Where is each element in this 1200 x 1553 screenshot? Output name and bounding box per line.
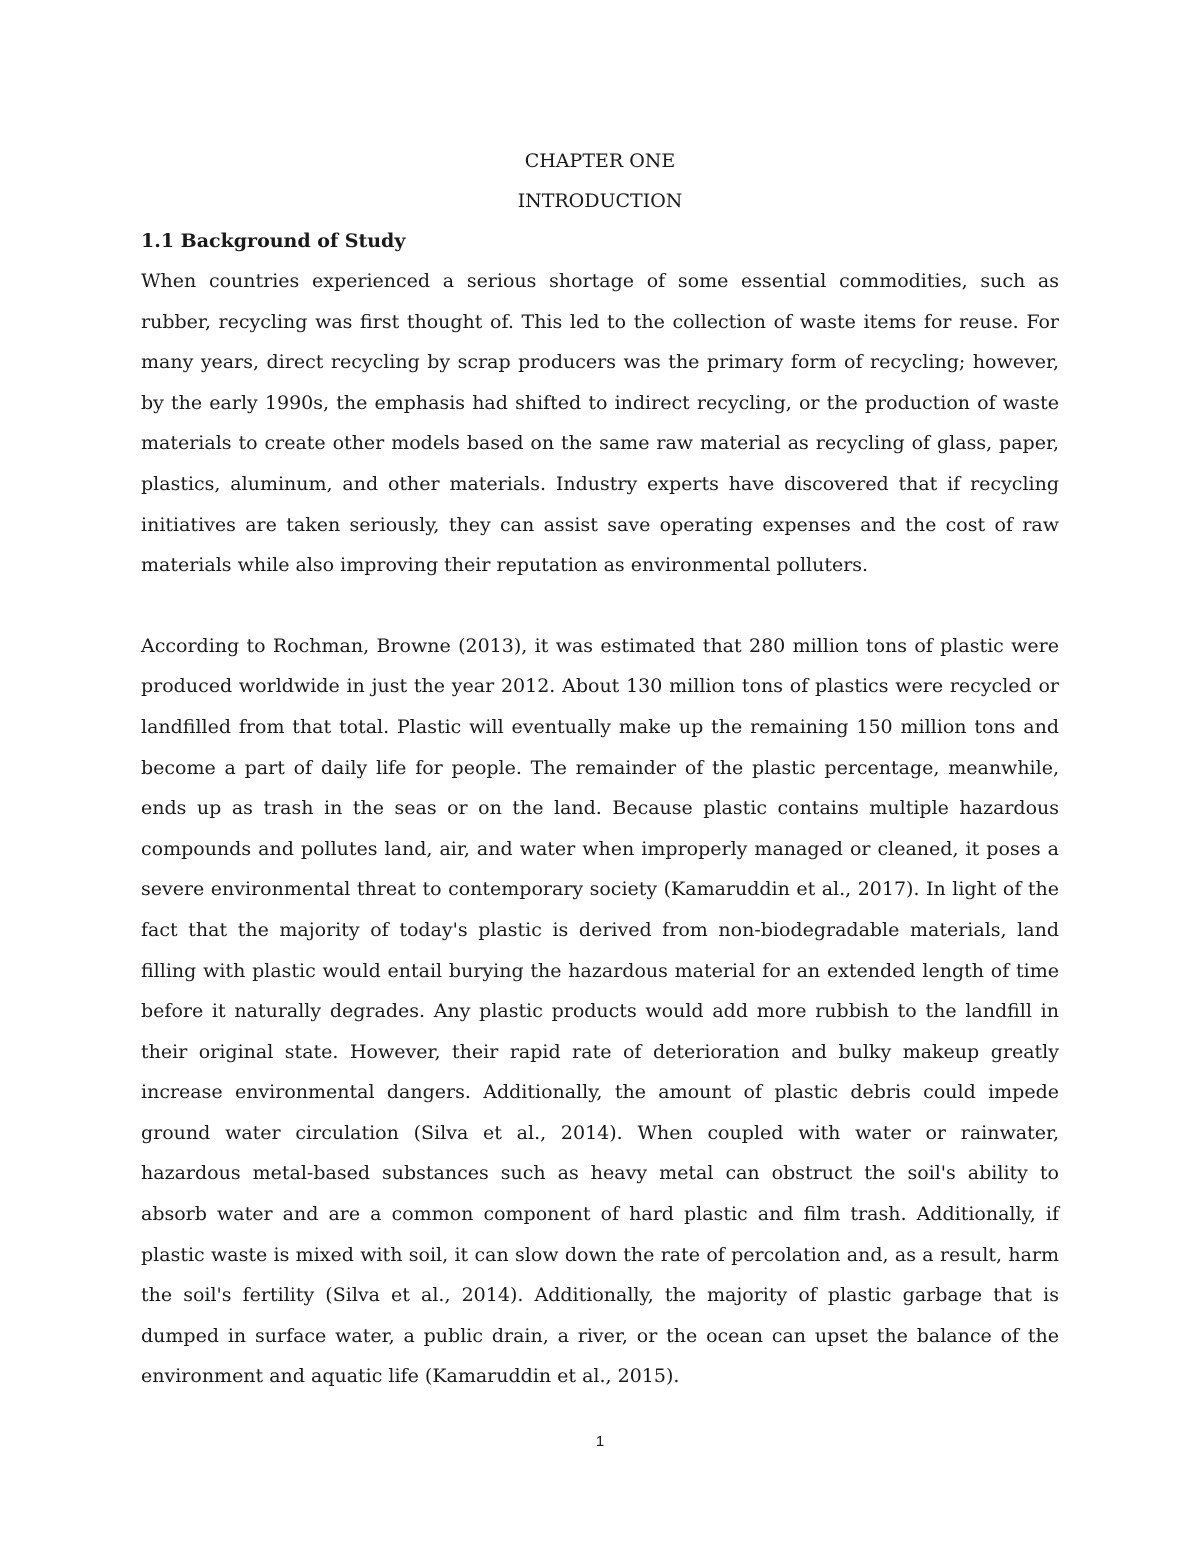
page-content	[141, 141, 1059, 1397]
page-number: 1	[595, 1433, 605, 1450]
chapter-label: CHAPTER ONE	[524, 150, 676, 172]
body-paragraph-2: According to Rochman, Browne (2013), it was estimated that 280 million tons of plastic were produced worldwide in just the year 2012. About 130 million tons of plastics were recycled or landfilled from that total. Plastic will eventually make up the remaining 150 million tons and become a part of daily life for people. The remainder of the plastic percentage, meanwhile, ends up as trash in the seas or on the land. Because plastic contains multiple hazardous compounds and pollutes land, air, and water when improperly managed or cleaned, it poses a severe environmental threat to contemporary society (Kamaruddin et al., 2017). In light of the fact that the majority of today's plastic is derived from non-biodegradable materials, land filling with plastic would entail burying the hazardous material for an extended length of time before it naturally degrades. Any plastic products would add more rubbish to the landfill in their original state. However, their rapid rate of deterioration and bulky makeup greatly increase environmental dangers. Additionally, the amount of plastic debris could impede ground water circulation (Silva et al., 2014). When coupled with water or rainwater, hazardous metal-based substances such as heavy metal can obstruct the soil's ability to absorb water and are a common component of hard plastic and film trash. Additionally, if plastic waste is mixed with soil, it can slow down the rate of percolation and, as a result, harm the soil's fertility (Silva et al., 2014). Additionally, the majority of plastic garbage that is dumped in surface water, a public drain, a river, or the ocean can upset the balance of the environment and aquatic life (Kamaruddin et al., 2015).	[141, 634, 1059, 1388]
body-paragraph-1: When countries experienced a serious shortage of some essential commodities, such as rubber, recycling was first thought of. This led to the collection of waste items for reuse. For many years, direct recycling by scrap producers was the primary form of recycling; however, by the early 1990s, the emphasis had shifted to indirect recycling, or the production of waste materials to create other models based on the same raw material as recycling of glass, paper, plastics, aluminum, and other materials. Industry experts have discovered that if recycling initiatives are taken seriously, they can assist save operating expenses and the cost of raw materials while also improving their reputation as environmental polluters.	[141, 270, 1059, 577]
chapter-title: INTRODUCTION	[517, 190, 683, 212]
section-heading: 1.1 Background of Study	[141, 230, 406, 252]
